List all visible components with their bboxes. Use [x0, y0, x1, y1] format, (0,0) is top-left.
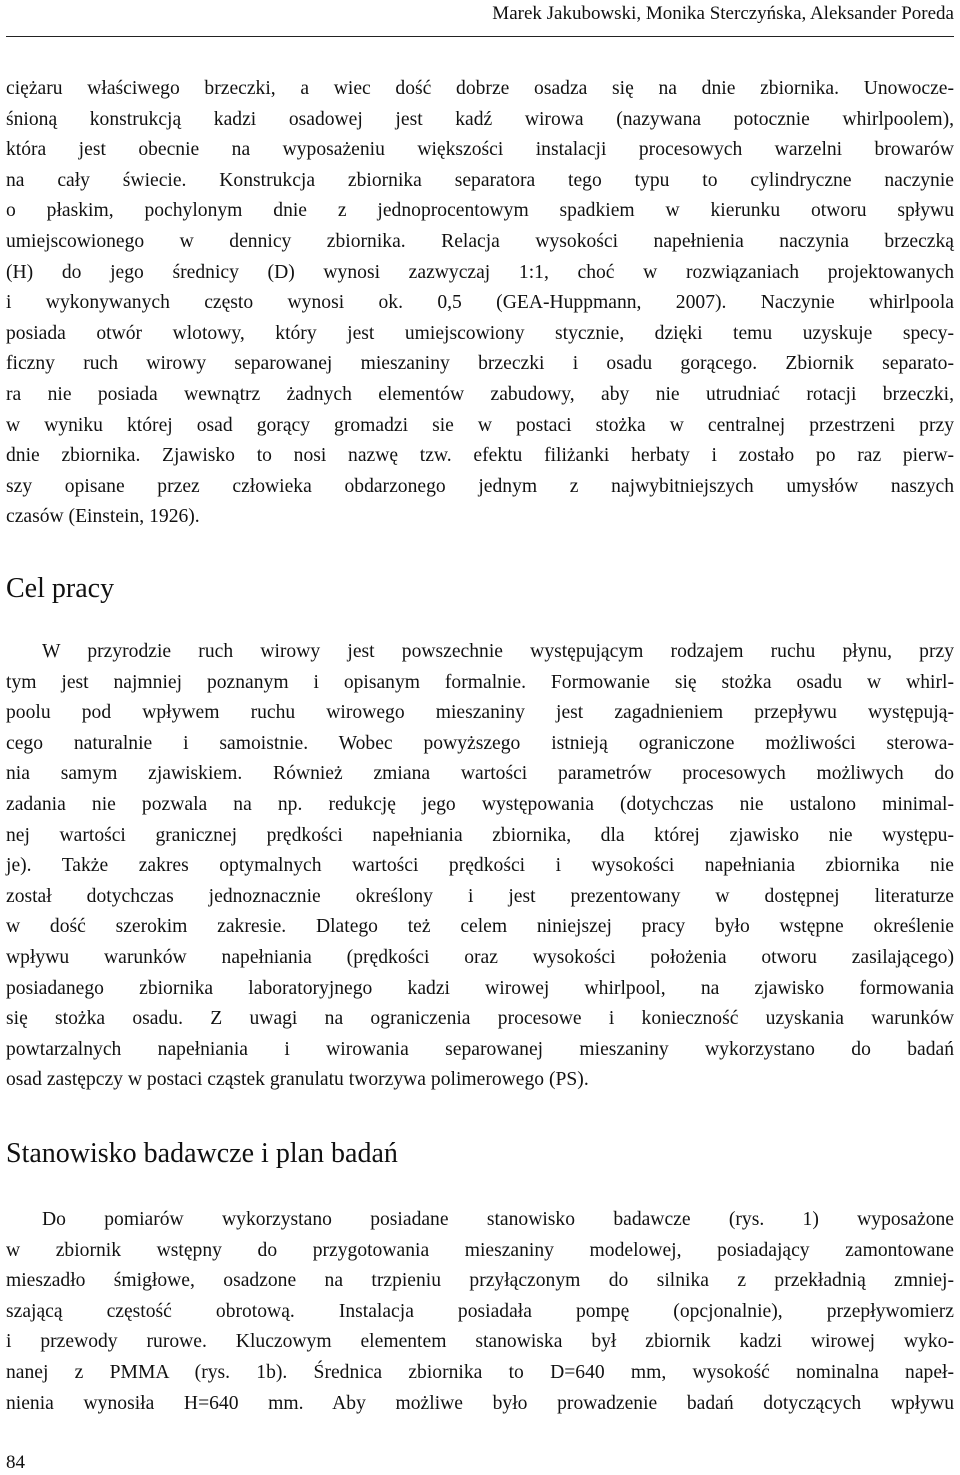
text-line: mieszadło śmigłowe, osadzone na trzpieniu przyłączonym do silnika z przekładnią zmniej-: [6, 1270, 954, 1292]
text-line: osad zastępczy w postaci cząstek granulatu tworzywa polimerowego (PS).: [6, 1069, 589, 1091]
text-line: nienia wynosiła H=640 mm. Aby możliwe było prowadzenie badań dotyczących wpływu: [6, 1392, 954, 1414]
text-line: i wykonywanych często wynosi ok. 0,5 (GEA-Huppmann, 2007). Naczynie whirlpoola: [6, 292, 954, 314]
page-number: 84: [6, 1452, 25, 1473]
running-header-authors: Marek Jakubowski, Monika Sterczyńska, Aleksander Poreda: [492, 3, 954, 24]
text-line: która jest obecnie na wyposażeniu większości instalacji procesowych warzelni browarów: [6, 139, 954, 161]
text-line: dnie zbiornika. Zjawisko to nosi nazwę tzw. efektu filiżanki herbaty i zostało po raz pierw-: [6, 445, 954, 467]
text-line: posiada otwór wlotowy, który jest umiejscowiony stycznie, dzięki temu uzyskuje specy-: [6, 322, 954, 344]
text-line: czasów (Einstein, 1926).: [6, 506, 200, 528]
text-line: szy opisane przez człowieka obdarzonego jednym z najwybitniejszych umysłów naszych: [6, 475, 954, 497]
text-line: W przyrodzie ruch wirowy jest powszechnie występującym rodzajem ruchu płynu, przy: [42, 641, 954, 662]
text-line: cego naturalnie i samoistnie. Wobec powyższego istnieją ograniczone możliwości sterowa-: [6, 732, 954, 754]
text-line: Do pomiarów wykorzystano posiadane stanowisko badawcze (rys. 1) wyposażone: [42, 1209, 954, 1230]
text-line: nia samym zjawiskiem. Również zmiana wartości parametrów procesowych możliwych do: [6, 763, 954, 785]
header-divider: [6, 36, 954, 37]
text-line: się stożka osadu. Z uwagi na ograniczenia procesowe i konieczność uzyskania warunków: [6, 1008, 954, 1030]
text-line: je). Także zakres optymalnych wartości prędkości i wysokości napełniania zbiornika nie: [6, 855, 954, 877]
text-line: ciężaru właściwego brzeczki, a wiec dość dobrze osadza się na dnie zbiornika. Unowocze-: [6, 78, 954, 99]
text-line: śnioną konstrukcją kadzi osadowej jest kadź wirowa (nazywana potocznie whirlpoolem),: [6, 108, 954, 130]
text-line: umiejscowionego w dennicy zbiornika. Relacja wysokości napełnienia naczynia brzeczką: [6, 230, 954, 252]
text-line: tym jest najmniej poznanym i opisanym formalnie. Formowanie się stożka osadu w whirl-: [6, 671, 954, 693]
text-line: ficzny ruch wirowy separowanej mieszaniny brzeczki i osadu gorącego. Zbiornik separato-: [6, 353, 954, 375]
text-line: poolu pod wpływem ruchu wirowego mieszaniny jest zagadnieniem przepływu występują-: [6, 702, 954, 724]
text-line: w wyniku której osad gorący gromadzi sie w postaci stożka w centralnej przestrzeni przy: [6, 414, 954, 436]
text-line: na cały świecie. Konstrukcja zbiornika separatora tego typu to cylindryczne naczynie: [6, 169, 954, 191]
section-heading-cel-pracy: Cel pracy: [6, 573, 115, 604]
text-line: posiadanego zbiornika laboratoryjnego kadzi wirowej whirlpool, na zjawisko formowania: [6, 977, 954, 999]
text-line: szającą częstość obrotową. Instalacja posiadała pompę (opcjonalnie), przepływomierz: [6, 1300, 954, 1322]
section-heading-stanowisko: Stanowisko badawcze i plan badań: [6, 1138, 398, 1169]
text-line: w zbiornik wstępny do przygotowania mieszaniny modelowej, posiadający zamontowane: [6, 1239, 954, 1261]
text-line: został dotychczas jednoznacznie określony i jest prezentowany w dostępnej literaturze: [6, 885, 954, 907]
text-line: nanej z PMMA (rys. 1b). Średnica zbiornika to D=640 mm, wysokość nominalna napeł-: [6, 1361, 954, 1383]
text-line: (H) do jego średnicy (D) wynosi zazwyczaj 1:1, choć w rozwiązaniach projektowanych: [6, 261, 954, 283]
text-line: wpływu warunków napełniania (prędkości oraz wysokości położenia otworu zasilającego): [6, 946, 954, 968]
aim-paragraph: [6, 637, 954, 1096]
text-line: i przewody rurowe. Kluczowym elementem stanowiska był zbiornik kadzi wirowej wyko-: [6, 1331, 954, 1353]
text-line: zadania nie pozwala na np. redukcję jego występowania (dotychczas nie ustalono minimal-: [6, 793, 954, 815]
setup-paragraph: [6, 1205, 954, 1419]
intro-paragraph: [6, 74, 954, 533]
text-line: nej wartości granicznej prędkości napełniania zbiornika, dla której zjawisko nie występu-: [6, 824, 954, 846]
text-line: ra nie posiada wewnątrz żadnych elementów zabudowy, aby nie utrudniać rotacji brzeczki,: [6, 383, 954, 405]
text-line: o płaskim, pochylonym dnie z jednoprocentowym spadkiem w kierunku otworu spływu: [6, 200, 954, 222]
text-line: w dość szerokim zakresie. Dlatego też celem niniejszej pracy było wstępne określenie: [6, 916, 954, 938]
text-line: powtarzalnych napełniania i wirowania separowanej mieszaniny wykorzystano do badań: [6, 1038, 954, 1060]
